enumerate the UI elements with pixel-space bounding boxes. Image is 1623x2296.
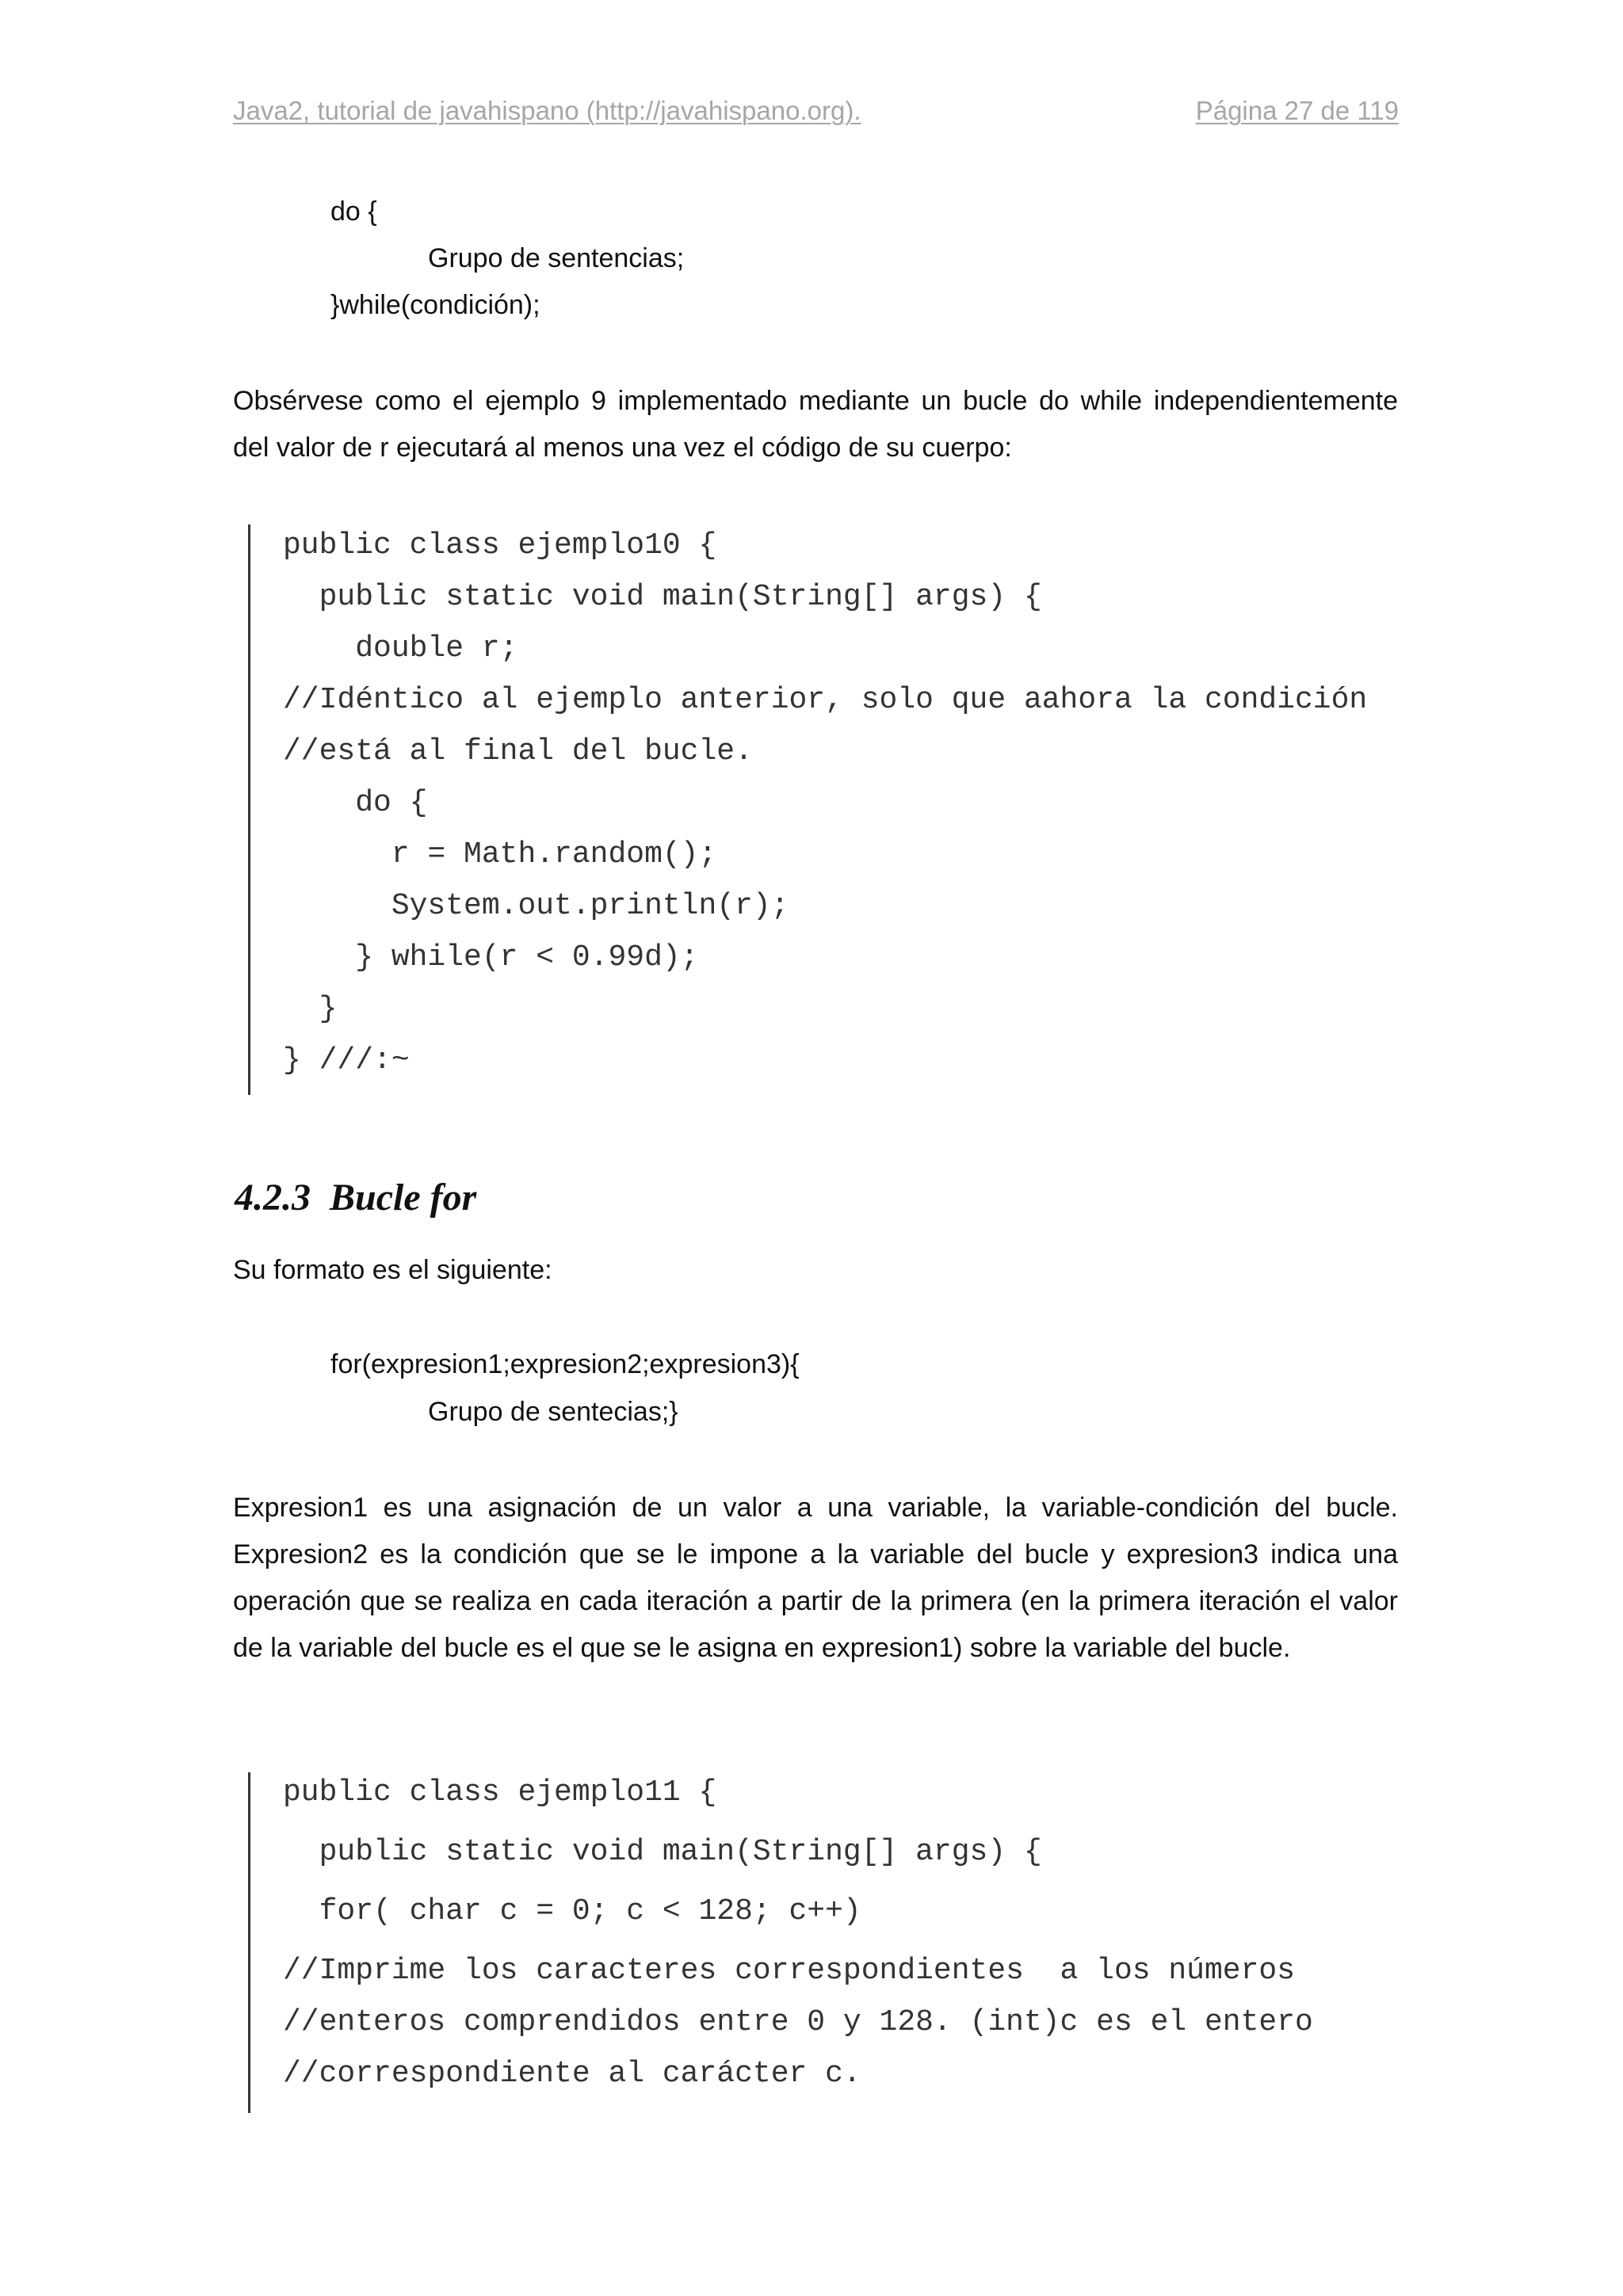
syntax-line: Grupo de sentencias;	[428, 243, 685, 273]
code-comment-line: //está al final del bucle.	[283, 734, 753, 769]
syntax-line: Grupo de sentecias;}	[428, 1397, 678, 1427]
code-block-ejemplo11	[248, 1772, 250, 2113]
code-line: } ///:~	[283, 1043, 410, 1077]
paragraph-line: Expresion2 es la condición que se le impone a la variable del bucle y expresion3 indica una	[233, 1539, 1398, 1569]
page-number: Página 27 de 119	[1195, 96, 1399, 125]
section-heading	[235, 1176, 476, 1219]
code-line: System.out.println(r);	[283, 889, 789, 923]
code-block-ejemplo10	[248, 524, 250, 1095]
code-line: } while(r < 0.99d);	[283, 940, 699, 974]
code-line: for( char c = 0; c < 128; c++)	[283, 1894, 861, 1928]
code-comment-line: //Imprime los caracteres correspondientes a los números	[283, 1954, 1296, 1988]
code-line: public static void main(String[] args) {	[283, 580, 1042, 614]
section-number: 4.2.3	[235, 1177, 311, 1219]
paragraph-for	[233, 1485, 1398, 1672]
code-comment-line: //correspondiente al carácter c.	[283, 2057, 861, 2091]
syntax-line: }while(condición);	[330, 290, 540, 320]
intro-text: Su formato es el siguiente:	[233, 1255, 552, 1285]
syntax-line: for(expresion1;expresion2;expresion3){	[330, 1349, 800, 1379]
code-comment-line: //enteros comprendidos entre 0 y 128. (int)c es el entero	[283, 2005, 1313, 2039]
code-line: }	[283, 992, 338, 1026]
code-line: public class ejemplo11 {	[283, 1775, 717, 1810]
paragraph-line: Obsérvese como el ejemplo 9 implementado mediante un bucle do while independientemente	[233, 386, 1398, 416]
syntax-line: do {	[330, 196, 377, 227]
section-title: Bucle for	[330, 1177, 477, 1219]
code-line: do {	[283, 786, 428, 820]
paragraph-do-while	[233, 378, 1398, 471]
code-line: public class ejemplo10 {	[283, 528, 717, 563]
code-line: r = Math.random();	[283, 837, 717, 871]
paragraph-line: del valor de r ejecutará al menos una vez el código de su cuerpo:	[233, 433, 1012, 463]
header-title-link[interactable]: Java2, tutorial de javahispano (http://javahispano.org).	[233, 96, 861, 125]
paragraph-line: Expresion1 es una asignación de un valor a una variable, la variable-condición del bucle.	[233, 1493, 1398, 1523]
paragraph-line: operación que se realiza en cada iteración a partir de la primera (en la primera iteración el valor	[233, 1586, 1398, 1616]
code-line: double r;	[283, 631, 518, 666]
paragraph-line: de la variable del bucle es el que se le asigna en expresion1) sobre la variable del bucle.	[233, 1633, 1291, 1663]
code-line: public static void main(String[] args) {	[283, 1835, 1042, 1869]
code-comment-line: //Idéntico al ejemplo anterior, solo que aahora la condición	[283, 683, 1368, 717]
